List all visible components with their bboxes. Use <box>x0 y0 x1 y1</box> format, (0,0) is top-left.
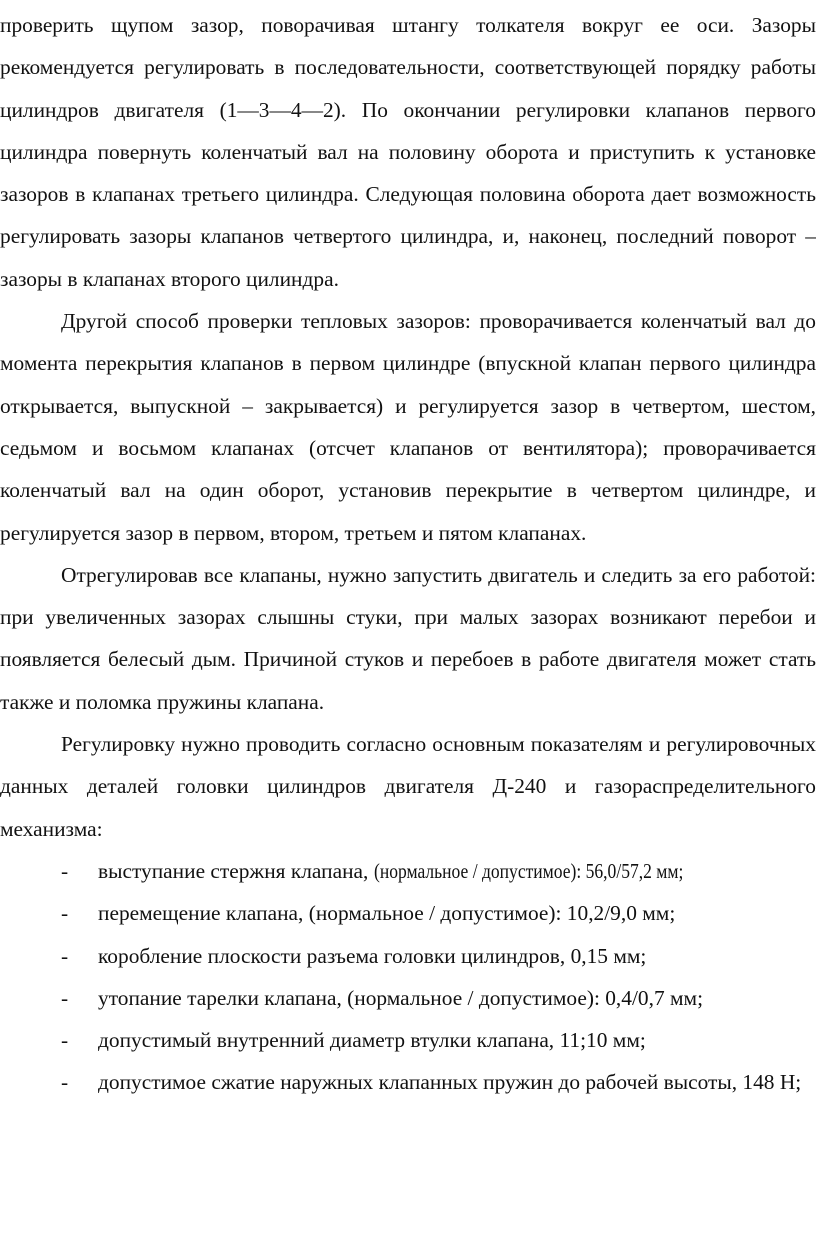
list-item-condensed-text: (нормальное / допустимое): 56,0/57,2 мм; <box>373 858 684 883</box>
list-marker: - <box>61 901 69 926</box>
list-item-text: допустимое сжатие наружных клапанных пружин до рабочей высоты, 148 Н; <box>98 1070 802 1095</box>
list-item-text: утопание тарелки клапана, (нормальное / допустимое): 0,4/0,7 мм; <box>98 985 704 1010</box>
list-marker: - <box>61 1028 69 1053</box>
list-item-text: перемещение клапана, (нормальное / допустимое): 10,2/9,0 мм; <box>98 901 676 926</box>
list-marker: - <box>61 858 69 883</box>
list-item <box>0 892 816 934</box>
list-item <box>0 977 816 1019</box>
list-item <box>0 1061 816 1103</box>
paragraph-engine-check: Отрегулировав все клапаны, нужно запустить двигатель и следить за его работой: при увеличенных зазорах слышны стуки, при малых зазорах возникают перебои и появляется белесый дым. Причиной стуков и перебоев в работе двигателя может стать также и поломка пружины клапана. <box>0 562 816 714</box>
list-item <box>0 850 816 892</box>
list-marker: - <box>61 943 69 968</box>
list-marker: - <box>61 985 69 1010</box>
paragraph-continuation: проверить щупом зазор, поворачивая штангу толкателя вокруг ее оси. Зазоры рекомендуется регулировать в последовательности, соответствующей порядку работы цилиндров двигателя (1—3—4—2). По окончании регулировки клапанов первого цилиндра повернуть коленчатый вал на половину оборота и приступить к установке зазоров в клапанах третьего цилиндра. Следующая половина оборота дает возможность регулировать зазоры клапанов четвертого цилиндра, и, наконец, последний поворот – зазоры в клапанах второго цилиндра. <box>0 13 816 291</box>
list-marker: - <box>61 1070 69 1095</box>
list-item-text: коробление плоскости разъема головки цилиндров, 0,15 мм; <box>98 943 647 968</box>
paragraph-alternative-method: Другой способ проверки тепловых зазоров: проворачивается коленчатый вал до момента перекрытия клапанов в первом цилиндре (впускной клапан первого цилиндра открывается, выпускной – закрывается) и регулируется зазор в четвертом, шестом, седьмом и восьмом клапанах (отсчет клапанов от вентилятора); проворачивается коленчатый вал на один оборот, установив перекрытие в четвертом цилиндре, и регулируется зазор в первом, втором, третьем и пятом клапанах. <box>0 309 816 545</box>
list-item-text: выступание стержня клапана, <box>98 858 374 883</box>
paragraph-adjustment-intro: Регулировку нужно проводить согласно основным показателям и регулировочных данных деталей головки цилиндров двигателя Д-240 и газораспределительного механизма: <box>0 732 816 841</box>
list-item-text: допустимый внутренний диаметр втулки клапана, 11;10 мм; <box>98 1028 646 1053</box>
specification-list <box>0 850 816 1104</box>
list-item <box>0 1019 816 1061</box>
list-item <box>0 935 816 977</box>
